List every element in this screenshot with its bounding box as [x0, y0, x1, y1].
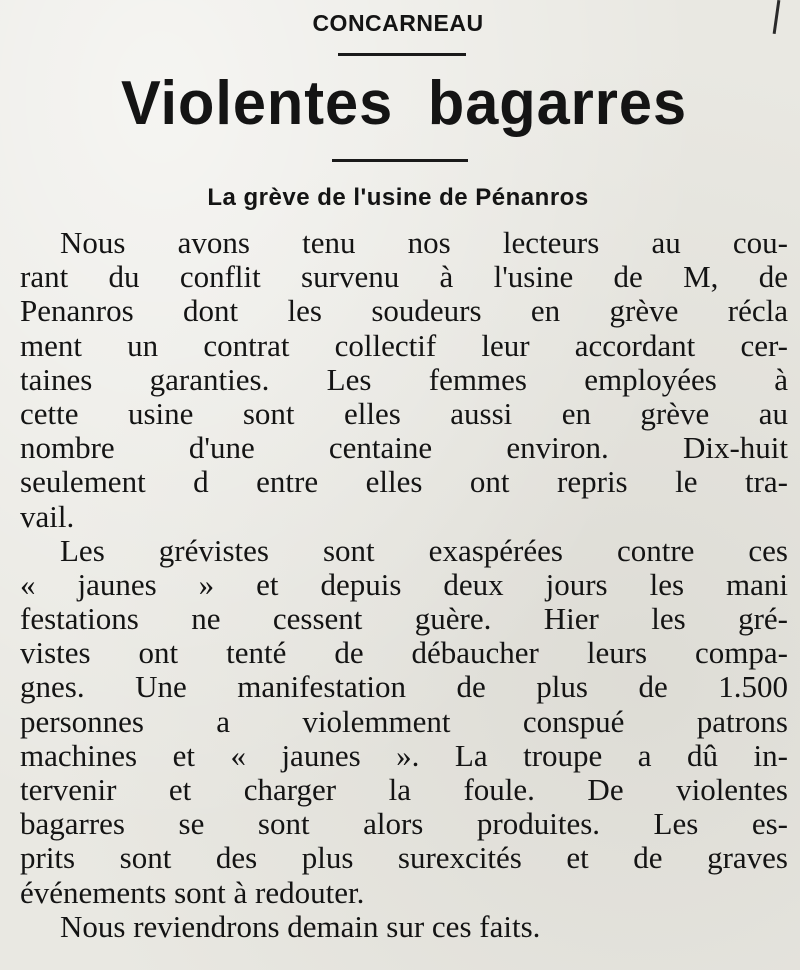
article-headline: Violentes bagarres	[120, 69, 688, 138]
top-rule-divider	[338, 53, 466, 56]
body-line: tervenir et charger la foule. De violentes	[20, 772, 788, 807]
body-line: « jaunes » et depuis deux jours les mani	[20, 566, 788, 602]
body-line: ment un contrat collectif leur accordant cer-	[20, 327, 788, 363]
body-line: vistes ont tenté de débaucher leurs compa-	[20, 635, 788, 671]
body-line: seulement d entre elles ont repris le tra-	[20, 464, 788, 500]
body-line: Nous reviendrons demain sur ces faits.	[60, 908, 541, 944]
body-line: vail.	[20, 498, 75, 534]
body-line: personnes a violemment conspué patrons	[20, 703, 788, 739]
body-line: Les grévistes sont exaspérées contre ces	[60, 532, 788, 568]
article-subheadline: La grève de l'usine de Pénanros	[207, 184, 589, 211]
body-line: rant du conflit survenu à l'usine de M, de	[20, 259, 788, 295]
body-line: cette usine sont elles aussi en grève au	[20, 395, 788, 431]
body-line: nombre d'une centaine environ. Dix-huit	[20, 430, 788, 466]
body-line: machines et « jaunes ». La troupe a dû in-	[20, 737, 788, 773]
body-line: taines garanties. Les femmes employées à	[20, 361, 788, 397]
body-line: gnes. Une manifestation de plus de 1.500	[20, 669, 788, 705]
article-location-kicker: CONCARNEAU	[312, 10, 484, 36]
middle-rule-divider	[332, 159, 468, 162]
article-body	[20, 226, 788, 944]
body-line: prits sont des plus surexcités et de graves	[20, 840, 788, 876]
body-line: bagarres se sont alors produites. Les es-	[20, 806, 788, 842]
body-line: Nous avons tenu nos lecteurs au cou-	[60, 225, 788, 260]
body-line: festations ne cessent guère. Hier les gré-	[20, 601, 788, 637]
body-line: événements sont à redouter.	[20, 874, 365, 910]
body-line: Penanros dont les soudeurs en grève récla	[20, 293, 788, 329]
